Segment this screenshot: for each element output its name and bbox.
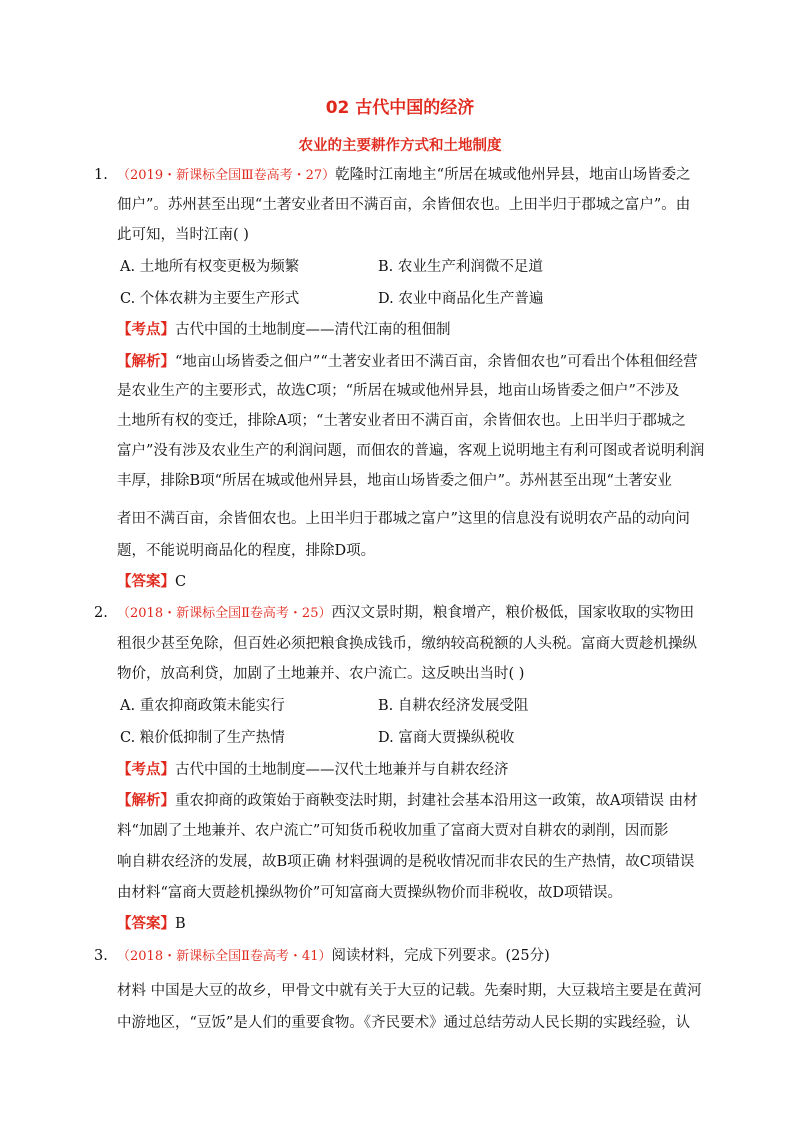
jiexi-line: 响自耕农经济的发展，故B项正确 材料强调的是税收情况而非农民的生产热情，故C项错误	[117, 854, 695, 870]
kaodian-text: 古代中国的土地制度——汉代土地兼并与自耕农经济	[175, 762, 509, 778]
question-stem-text: 西汉文景时期，粮食增产，粮价极低，国家收取的实物田	[331, 605, 694, 621]
jiexi-line: 丰厚，排除B项“所居在城或他州异县，地亩山场皆委之佃户”。苏州甚至出现“土著安业	[117, 473, 672, 489]
jiexi-line	[117, 352, 698, 372]
kaodian-text: 古代中国的土地制度——清代江南的租佃制	[175, 322, 451, 338]
option-d: D. 富商大贾操纵税收	[378, 730, 515, 746]
material-line: 中游地区，“豆饭”是人们的重要食物。《齐民要术》通过总结劳动人民长期的实践经验，认	[117, 1015, 691, 1031]
daan-line	[117, 572, 186, 592]
jiexi-text: “地亩山场皆委之佃户”“土著安业者田不满百亩，余皆佃农也”可看出个体租佃经营	[175, 354, 698, 370]
jiexi-tag: 【解析】	[117, 792, 175, 809]
option-a: A. 土地所有权变更极为频繁	[120, 259, 300, 275]
daan-line	[117, 914, 186, 934]
jiexi-line: 题，不能说明商品化的程度，排除D项。	[117, 543, 376, 559]
daan-tag: 【答案】	[117, 915, 175, 932]
jiexi-line: 富户”没有涉及农业生产的利润问题，而佃农的普遍，客观上说明地主有利可图或者说明利润	[117, 443, 705, 459]
jiexi-line: 是农业生产的主要形式，故选C项；“所居在城或他州异县，地亩山场皆委之佃户”不涉及	[117, 383, 680, 399]
daan-tag: 【答案】	[117, 573, 175, 590]
option-d: D. 农业中商品化生产普遍	[378, 291, 544, 307]
jiexi-text: 重农抑商的政策始于商鞅变法时期，封建社会基本沿用这一政策，故A项错误 由材	[175, 793, 698, 809]
kaodian-line	[117, 760, 509, 780]
question-stem-line	[117, 165, 691, 186]
question-stem-line: 租很少甚至免除，但百姓必须把粮食换成钱币，缴纳较高税额的人头税。富商大贾趁机操纵	[117, 636, 697, 652]
question-stem-line: 佃户”。苏州甚至出现“土著安业者田不满百亩，余皆佃农也。上田半归于郡城之富户”。由	[117, 197, 691, 213]
jiexi-line: 者田不满百亩，余皆佃农也。上田半归于郡城之富户”这里的信息没有说明农产品的动向问	[117, 511, 690, 527]
daan-text: C	[175, 574, 187, 590]
question-number: 3.	[94, 948, 108, 964]
question-stem-text: 阅读材料，完成下列要求。(25分)	[331, 948, 550, 964]
jiexi-line	[117, 791, 698, 811]
question-stem-line: 此可知，当时江南( )	[117, 227, 249, 243]
question-number: 1.	[94, 167, 108, 183]
option-c: C. 粮价低抑制了生产热情	[120, 730, 285, 746]
jiexi-line: 由材料“富商大贾趁机操纵物价”可知富商大贾操纵物价而非税收，故D项错误。	[117, 885, 622, 901]
jiexi-line: 土地所有权的变迁，排除A项；“土著安业者田不满百亩，余皆佃农也。上田半归于郡城之	[117, 413, 686, 429]
question-number: 2.	[94, 605, 108, 621]
option-b: B. 农业生产利润微不足道	[378, 259, 543, 275]
section-subtitle: 农业的主要耕作方式和土地制度	[298, 138, 502, 154]
kaodian-tag: 【考点】	[117, 761, 175, 778]
kaodian-line	[117, 320, 451, 340]
question-stem-text: 乾隆时江南地主“所居在城或他州异县，地亩山场皆委之	[335, 167, 691, 183]
question-stem-line	[117, 603, 694, 624]
question-stem-line: 物价，放高利贷，加剧了土地兼并、农户流亡。这反映出当时( )	[117, 666, 525, 682]
question-source: （2018・新课标全国Ⅱ卷高考・25）	[117, 606, 332, 621]
kaodian-tag: 【考点】	[117, 321, 175, 338]
option-a: A. 重农抑商政策未能实行	[120, 698, 285, 714]
option-c: C. 个体农耕为主要生产形式	[120, 291, 300, 307]
question-source: （2019・新课标全国Ⅲ卷高考・27）	[117, 168, 336, 183]
option-b: B. 自耕农经济发展受阻	[378, 698, 529, 714]
question-source: （2018・新课标全国Ⅱ卷高考・41）	[117, 949, 332, 964]
jiexi-tag: 【解析】	[117, 353, 175, 370]
question-stem-line	[117, 946, 550, 967]
page-title: 02 古代中国的经济	[325, 98, 475, 118]
daan-text: B	[175, 916, 186, 932]
material-line: 材料 中国是大豆的故乡，甲骨文中就有关于大豆的记载。先秦时期，大豆栽培主要是在黄河	[117, 983, 702, 999]
jiexi-line: 料“加剧了土地兼并、农户流亡”可知货币税收加重了富商大贾对自耕农的剥削，因而影	[117, 823, 669, 839]
